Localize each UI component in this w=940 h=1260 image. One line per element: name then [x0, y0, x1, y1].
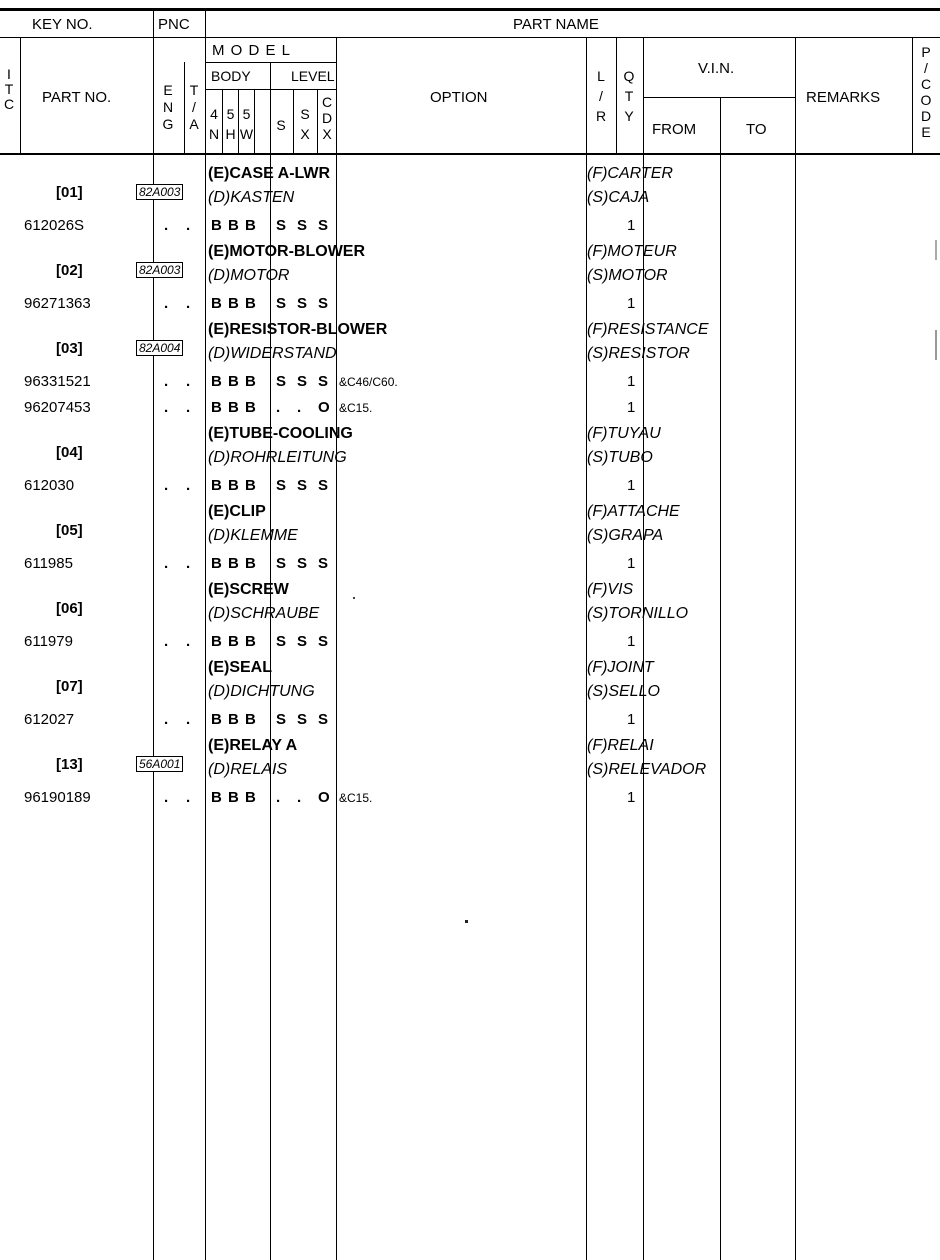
header-option: OPTION — [430, 89, 488, 106]
part-name-spanish: (S)TUBO — [587, 449, 653, 466]
model-code-ta: . — [186, 477, 191, 494]
top-rule — [0, 8, 940, 11]
header-body-5h: 5 H — [225, 106, 236, 142]
scan-speck — [935, 330, 937, 360]
part-name-spanish: (S)GRAPA — [587, 527, 664, 544]
header-level-sx: S X — [300, 106, 310, 142]
part-name-spanish: (S)CAJA — [587, 189, 650, 206]
part-name-french: (F)ATTACHE — [587, 503, 680, 520]
col-eng-rule — [184, 62, 185, 154]
model-code-b5h: B — [228, 555, 239, 572]
part-number: 611979 — [24, 633, 73, 650]
part-name-english: (E)RELAY A — [208, 737, 298, 754]
part-name-german: (D)KASTEN — [208, 189, 295, 206]
scan-speck — [353, 597, 355, 599]
vin-divider — [643, 97, 795, 98]
part-number: 611985 — [24, 555, 73, 572]
key-number: [06] — [56, 600, 83, 617]
key-number: [13] — [56, 756, 83, 773]
pnc-code: 82A003 — [136, 184, 183, 200]
model-code-eng: . — [164, 555, 169, 572]
model-code-b5h: B — [228, 399, 239, 416]
col-option-rule — [586, 37, 587, 1260]
quantity: 1 — [627, 399, 636, 416]
model-code-s: . — [276, 789, 281, 806]
model-code-b5w: B — [245, 295, 256, 312]
header-body: BODY — [211, 68, 251, 84]
part-name-spanish: (S)RELEVADOR — [587, 761, 707, 778]
model-code-cdx: O — [318, 789, 330, 806]
model-code-eng: . — [164, 633, 169, 650]
model-code-b4: B — [211, 295, 222, 312]
col-from-rule — [720, 97, 721, 1260]
model-code-b5w: B — [245, 555, 256, 572]
part-name-french: (F)RELAI — [587, 737, 654, 754]
model-code-cdx: S — [318, 633, 329, 650]
model-code-ta: . — [186, 399, 191, 416]
header-itc: I T C — [3, 66, 15, 112]
model-divider — [205, 62, 337, 63]
header-eng: E N G — [162, 82, 174, 132]
quantity: 1 — [627, 217, 636, 234]
model-code-sx: S — [297, 633, 308, 650]
model-code-sx: S — [297, 217, 308, 234]
model-code-eng: . — [164, 711, 169, 728]
part-number: 96207453 — [24, 399, 91, 416]
header-from: FROM — [652, 121, 697, 138]
model-code-sx: S — [297, 477, 308, 494]
part-number: 612026S — [24, 217, 85, 234]
model-code-cdx: O — [318, 399, 330, 416]
part-number: 96190189 — [24, 789, 91, 806]
col-remarks-rule — [912, 37, 913, 154]
header-level-s: S — [276, 117, 286, 133]
header-level-cdx: C D X — [321, 94, 333, 142]
model-code-ta: . — [186, 789, 191, 806]
header-bottom-rule — [0, 153, 940, 155]
part-name-spanish: (S)RESISTOR — [587, 345, 690, 362]
model-code-b4: B — [211, 477, 222, 494]
header-body-4n: 4 N — [208, 106, 220, 142]
part-name-french: (F)CARTER — [587, 165, 673, 182]
quantity: 1 — [627, 373, 636, 390]
part-name-english: (E)CASE A-LWR — [208, 165, 331, 182]
key-number: [01] — [56, 184, 83, 201]
model-code-ta: . — [186, 711, 191, 728]
col-lr-rule — [616, 37, 617, 154]
key-number: [05] — [56, 522, 83, 539]
header-remarks: REMARKS — [806, 89, 881, 106]
model-code-s: S — [276, 477, 287, 494]
header-pnc: PNC — [158, 16, 190, 33]
part-name-spanish: (S)MOTOR — [587, 267, 668, 284]
part-number: 96271363 — [24, 295, 91, 312]
part-name-english: (E)TUBE-COOLING — [208, 425, 353, 442]
header-to: TO — [746, 121, 767, 138]
model-code-ta: . — [186, 555, 191, 572]
header-divider-1 — [0, 37, 940, 38]
header-pcode: P / C O D E — [920, 44, 932, 140]
quantity: 1 — [627, 555, 636, 572]
part-number: 612030 — [24, 477, 75, 494]
model-code-b4: B — [211, 789, 222, 806]
model-code-b5h: B — [228, 373, 239, 390]
model-code-b5w: B — [245, 711, 256, 728]
quantity: 1 — [627, 789, 636, 806]
key-number: [03] — [56, 340, 83, 357]
model-code-ta: . — [186, 373, 191, 390]
model-code-sx: S — [297, 295, 308, 312]
quantity: 1 — [627, 477, 636, 494]
part-name-german: (D)ROHRLEITUNG — [208, 449, 347, 466]
model-code-ta: . — [186, 633, 191, 650]
header-vin: V.I.N. — [698, 60, 735, 77]
scan-speck — [465, 920, 468, 923]
part-name-german: (D)DICHTUNG — [208, 683, 315, 700]
part-name-spanish: (S)TORNILLO — [587, 605, 689, 622]
model-code-ta: . — [186, 217, 191, 234]
col-model-rule — [336, 37, 337, 1260]
header-body-5w: 5 W — [239, 106, 254, 142]
model-code-b4: B — [211, 555, 222, 572]
option-code: &C15. — [339, 401, 373, 415]
model-code-cdx: S — [318, 373, 329, 390]
model-code-cdx: S — [318, 295, 329, 312]
model-code-b5w: B — [245, 477, 256, 494]
header-level: LEVEL — [291, 68, 335, 84]
model-code-b4: B — [211, 633, 222, 650]
model-code-b5h: B — [228, 711, 239, 728]
header-key-no: KEY NO. — [32, 16, 93, 33]
header-part-name: PART NAME — [513, 16, 599, 33]
header-part-no: PART NO. — [42, 89, 112, 106]
model-code-b5h: B — [228, 295, 239, 312]
part-name-french: (F)RESISTANCE — [587, 321, 709, 338]
option-code: &C15. — [339, 791, 373, 805]
header-model: M O D E L — [212, 42, 292, 59]
part-name-english: (E)MOTOR-BLOWER — [208, 243, 366, 260]
model-code-b4: B — [211, 399, 222, 416]
model-code-s: S — [276, 711, 287, 728]
part-name-french: (F)MOTEUR — [587, 243, 677, 260]
header-lr: L / R — [595, 68, 607, 124]
model-code-s: S — [276, 373, 287, 390]
model-code-b5w: B — [245, 399, 256, 416]
model-code-s: S — [276, 217, 287, 234]
col-vin-rule — [795, 37, 796, 1260]
model-code-sx: . — [297, 399, 302, 416]
part-name-spanish: (S)SELLO — [587, 683, 660, 700]
part-name-french: (F)TUYAU — [587, 425, 661, 442]
model-code-sx: S — [297, 711, 308, 728]
part-name-english: (E)SEAL — [208, 659, 272, 676]
model-code-b4: B — [211, 373, 222, 390]
model-code-cdx: S — [318, 477, 329, 494]
pnc-code: 82A003 — [136, 262, 183, 278]
model-code-ta: . — [186, 295, 191, 312]
key-number: [02] — [56, 262, 83, 279]
quantity: 1 — [627, 711, 636, 728]
model-code-s: . — [276, 399, 281, 416]
model-code-cdx: S — [318, 217, 329, 234]
part-name-french: (F)JOINT — [587, 659, 654, 676]
part-name-german: (D)MOTOR — [208, 267, 290, 284]
model-code-s: S — [276, 295, 287, 312]
model-code-s: S — [276, 633, 287, 650]
model-code-b5h: B — [228, 217, 239, 234]
key-number: [07] — [56, 678, 83, 695]
model-code-s: S — [276, 555, 287, 572]
part-name-english: (E)SCREW — [208, 581, 289, 598]
part-name-german: (D)KLEMME — [208, 527, 298, 544]
part-name-english: (E)CLIP — [208, 503, 266, 520]
pnc-code: 56A001 — [136, 756, 183, 772]
part-number: 96331521 — [24, 373, 91, 390]
model-code-b5h: B — [228, 789, 239, 806]
col-pnc-rule — [205, 9, 206, 1260]
part-name-german: (D)SCHRAUBE — [208, 605, 320, 622]
col-qty-rule — [643, 37, 644, 1260]
model-code-eng: . — [164, 399, 169, 416]
col-s-rule — [293, 89, 294, 154]
model-code-eng: . — [164, 373, 169, 390]
part-name-german: (D)RELAIS — [208, 761, 288, 778]
model-code-sx: S — [297, 373, 308, 390]
model-code-b4: B — [211, 217, 222, 234]
option-code: &C46/C60. — [339, 375, 398, 389]
model-code-sx: . — [297, 789, 302, 806]
key-number: [04] — [56, 444, 83, 461]
scan-speck — [935, 240, 937, 260]
model-code-eng: . — [164, 789, 169, 806]
model-code-eng: . — [164, 295, 169, 312]
model-code-b5h: B — [228, 633, 239, 650]
quantity: 1 — [627, 295, 636, 312]
model-code-b5h: B — [228, 477, 239, 494]
model-code-b5w: B — [245, 217, 256, 234]
model-code-cdx: S — [318, 711, 329, 728]
model-code-cdx: S — [318, 555, 329, 572]
model-code-eng: . — [164, 217, 169, 234]
model-code-sx: S — [297, 555, 308, 572]
part-number: 612027 — [24, 711, 75, 728]
col-sx-rule — [317, 89, 318, 154]
header-ta: T / A — [189, 82, 199, 132]
model-code-b5w: B — [245, 789, 256, 806]
model-code-b5w: B — [245, 633, 256, 650]
col-5w-rule — [254, 89, 255, 154]
header-qty: Q T Y — [623, 68, 635, 124]
pnc-code: 82A004 — [136, 340, 183, 356]
model-code-b5w: B — [245, 373, 256, 390]
part-name-german: (D)WIDERSTAND — [208, 345, 337, 362]
col-itc-rule — [20, 37, 21, 154]
part-name-english: (E)RESISTOR-BLOWER — [208, 321, 388, 338]
quantity: 1 — [627, 633, 636, 650]
model-code-b4: B — [211, 711, 222, 728]
model-code-eng: . — [164, 477, 169, 494]
part-name-french: (F)VIS — [587, 581, 634, 598]
